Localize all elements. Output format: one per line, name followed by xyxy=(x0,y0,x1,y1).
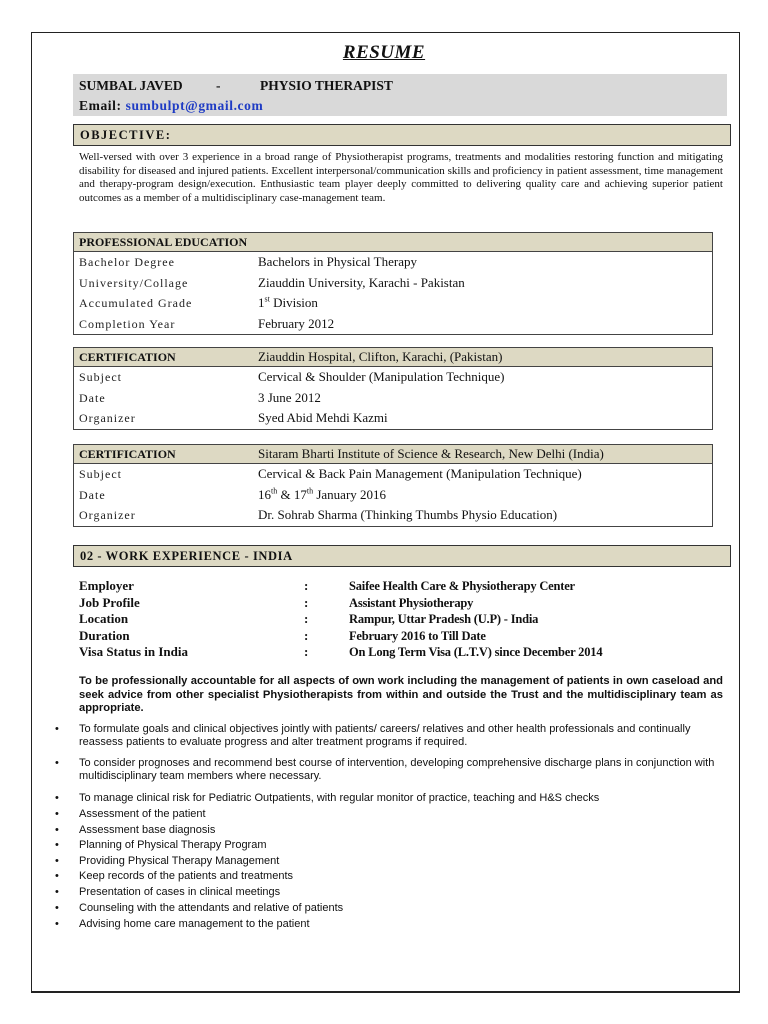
work-colon: : xyxy=(304,594,309,610)
email-line xyxy=(79,98,263,114)
row-value: Ziauddin University, Karachi - Pakistan xyxy=(258,274,465,290)
certification-table-1 xyxy=(73,347,713,430)
work-value: On Long Term Visa (L.T.V) since December 2014 xyxy=(349,645,603,659)
row-label: Date xyxy=(79,487,106,502)
table-row xyxy=(74,293,712,314)
row-value: Cervical & Back Pain Management (Manipulation Technique) xyxy=(258,466,582,481)
row-value: Cervical & Shoulder (Manipulation Technique) xyxy=(258,369,505,384)
work-value: Saifee Health Care & Physiotherapy Center xyxy=(349,579,575,593)
row-label: Subject xyxy=(79,370,122,384)
email-label: Email: xyxy=(79,98,122,113)
row-value: Dr. Sohrab Sharma (Thinking Thumbs Physio Education) xyxy=(258,507,558,522)
row-value: 16th & 17th January 2016 xyxy=(258,486,387,502)
work-row xyxy=(79,644,719,661)
work-details xyxy=(79,578,719,661)
education-heading-row xyxy=(74,233,712,252)
row-label: Subject xyxy=(79,467,122,481)
work-colon: : xyxy=(304,578,309,593)
work-label: Duration xyxy=(79,627,130,643)
education-table xyxy=(73,232,713,335)
row-label: Date xyxy=(79,390,106,405)
row-label: University/Collage xyxy=(79,275,189,290)
certification-heading-row xyxy=(74,445,712,464)
table-row xyxy=(74,388,712,409)
certification-table-2 xyxy=(73,444,713,527)
work-experience-heading: 02 - WORK EXPERIENCE - INDIA xyxy=(73,545,731,567)
work-row xyxy=(79,628,719,645)
bullet-icon: • xyxy=(55,855,59,867)
row-label: Bachelor Degree xyxy=(79,255,175,269)
work-value: Assistant Physiotherapy xyxy=(349,595,474,610)
work-row xyxy=(79,578,719,595)
row-label: Organizer xyxy=(79,411,136,425)
bullet-icon: • xyxy=(55,870,59,882)
row-label: Accumulated Grade xyxy=(79,296,193,310)
work-value: February 2016 to Till Date xyxy=(349,628,486,643)
table-row xyxy=(74,252,712,273)
email-link[interactable]: sumbulpt@gmail.com xyxy=(125,98,264,113)
education-heading: PROFESSIONAL EDUCATION xyxy=(79,235,248,249)
work-summary: To be professionally accountable for all aspects of own work including the management of patients in own caseload and seek advice from other specialist Physiotherapists from within and outside the Trust and the multidisciplinary team as appropriate. xyxy=(79,675,723,714)
bullet-icon: • xyxy=(55,918,59,930)
bullet-icon: • xyxy=(55,824,59,836)
table-row xyxy=(74,314,712,335)
certification-heading-row xyxy=(74,348,712,367)
certification-institute: Ziauddin Hospital, Clifton, Karachi, (Pakistan) xyxy=(258,349,503,364)
objective-heading: OBJECTIVE: xyxy=(73,124,731,146)
bullet-icon: • xyxy=(55,808,59,820)
row-label: Completion Year xyxy=(79,316,176,331)
work-row xyxy=(79,595,719,612)
candidate-name: SUMBAL JAVED xyxy=(79,78,183,93)
certification-heading: CERTIFICATION xyxy=(79,350,176,364)
name-separator: - xyxy=(216,78,221,93)
row-value: 1st Division xyxy=(258,294,318,310)
row-value: February 2012 xyxy=(258,315,335,331)
row-value: Bachelors in Physical Therapy xyxy=(258,254,417,269)
work-colon: : xyxy=(304,627,309,643)
work-label: Visa Status in India xyxy=(79,644,188,659)
table-row xyxy=(74,367,712,388)
work-row xyxy=(79,611,719,628)
objective-text: Well-versed with over 3 experience in a broad range of Physiotherapist programs, treatments and modalities restoring function and mitigating disability for diseased and injured patients. Excellent interpersonal/communication skills and proficiency in patient assessment, time management and therapy-program design/execution. Enthusiastic team player deeply committed to delivering quality care and achieving superior patient outcomes as a member of a multidisciplinary case-management team. xyxy=(79,151,723,204)
row-label: Organizer xyxy=(79,508,136,522)
name-line xyxy=(79,78,393,94)
work-label: Job Profile xyxy=(79,594,140,610)
profession: PHYSIO THERAPIST xyxy=(260,78,393,93)
bullet-icon: • xyxy=(55,792,59,804)
row-value: 3 June 2012 xyxy=(258,389,321,405)
work-value: Rampur, Uttar Pradesh (U.P) - India xyxy=(349,612,539,626)
table-row xyxy=(74,464,712,485)
certification-institute: Sitaram Bharti Institute of Science & Research, New Delhi (India) xyxy=(258,446,604,461)
bullet-icon: • xyxy=(55,839,59,851)
table-row xyxy=(74,485,712,506)
bullet-icon: • xyxy=(55,886,59,898)
resume-title: RESUME xyxy=(342,42,426,63)
bullet-icon: • xyxy=(55,902,59,914)
table-row xyxy=(74,273,712,294)
certification-heading: CERTIFICATION xyxy=(79,447,176,461)
work-colon: : xyxy=(304,644,309,659)
work-label: Location xyxy=(79,611,129,626)
bullet-icon: • xyxy=(55,723,59,735)
table-row xyxy=(74,505,712,526)
work-label: Employer xyxy=(79,578,134,593)
bullet-icon: • xyxy=(55,757,59,769)
row-value: Syed Abid Mehdi Kazmi xyxy=(258,410,388,425)
table-row xyxy=(74,408,712,429)
work-colon: : xyxy=(304,611,309,626)
